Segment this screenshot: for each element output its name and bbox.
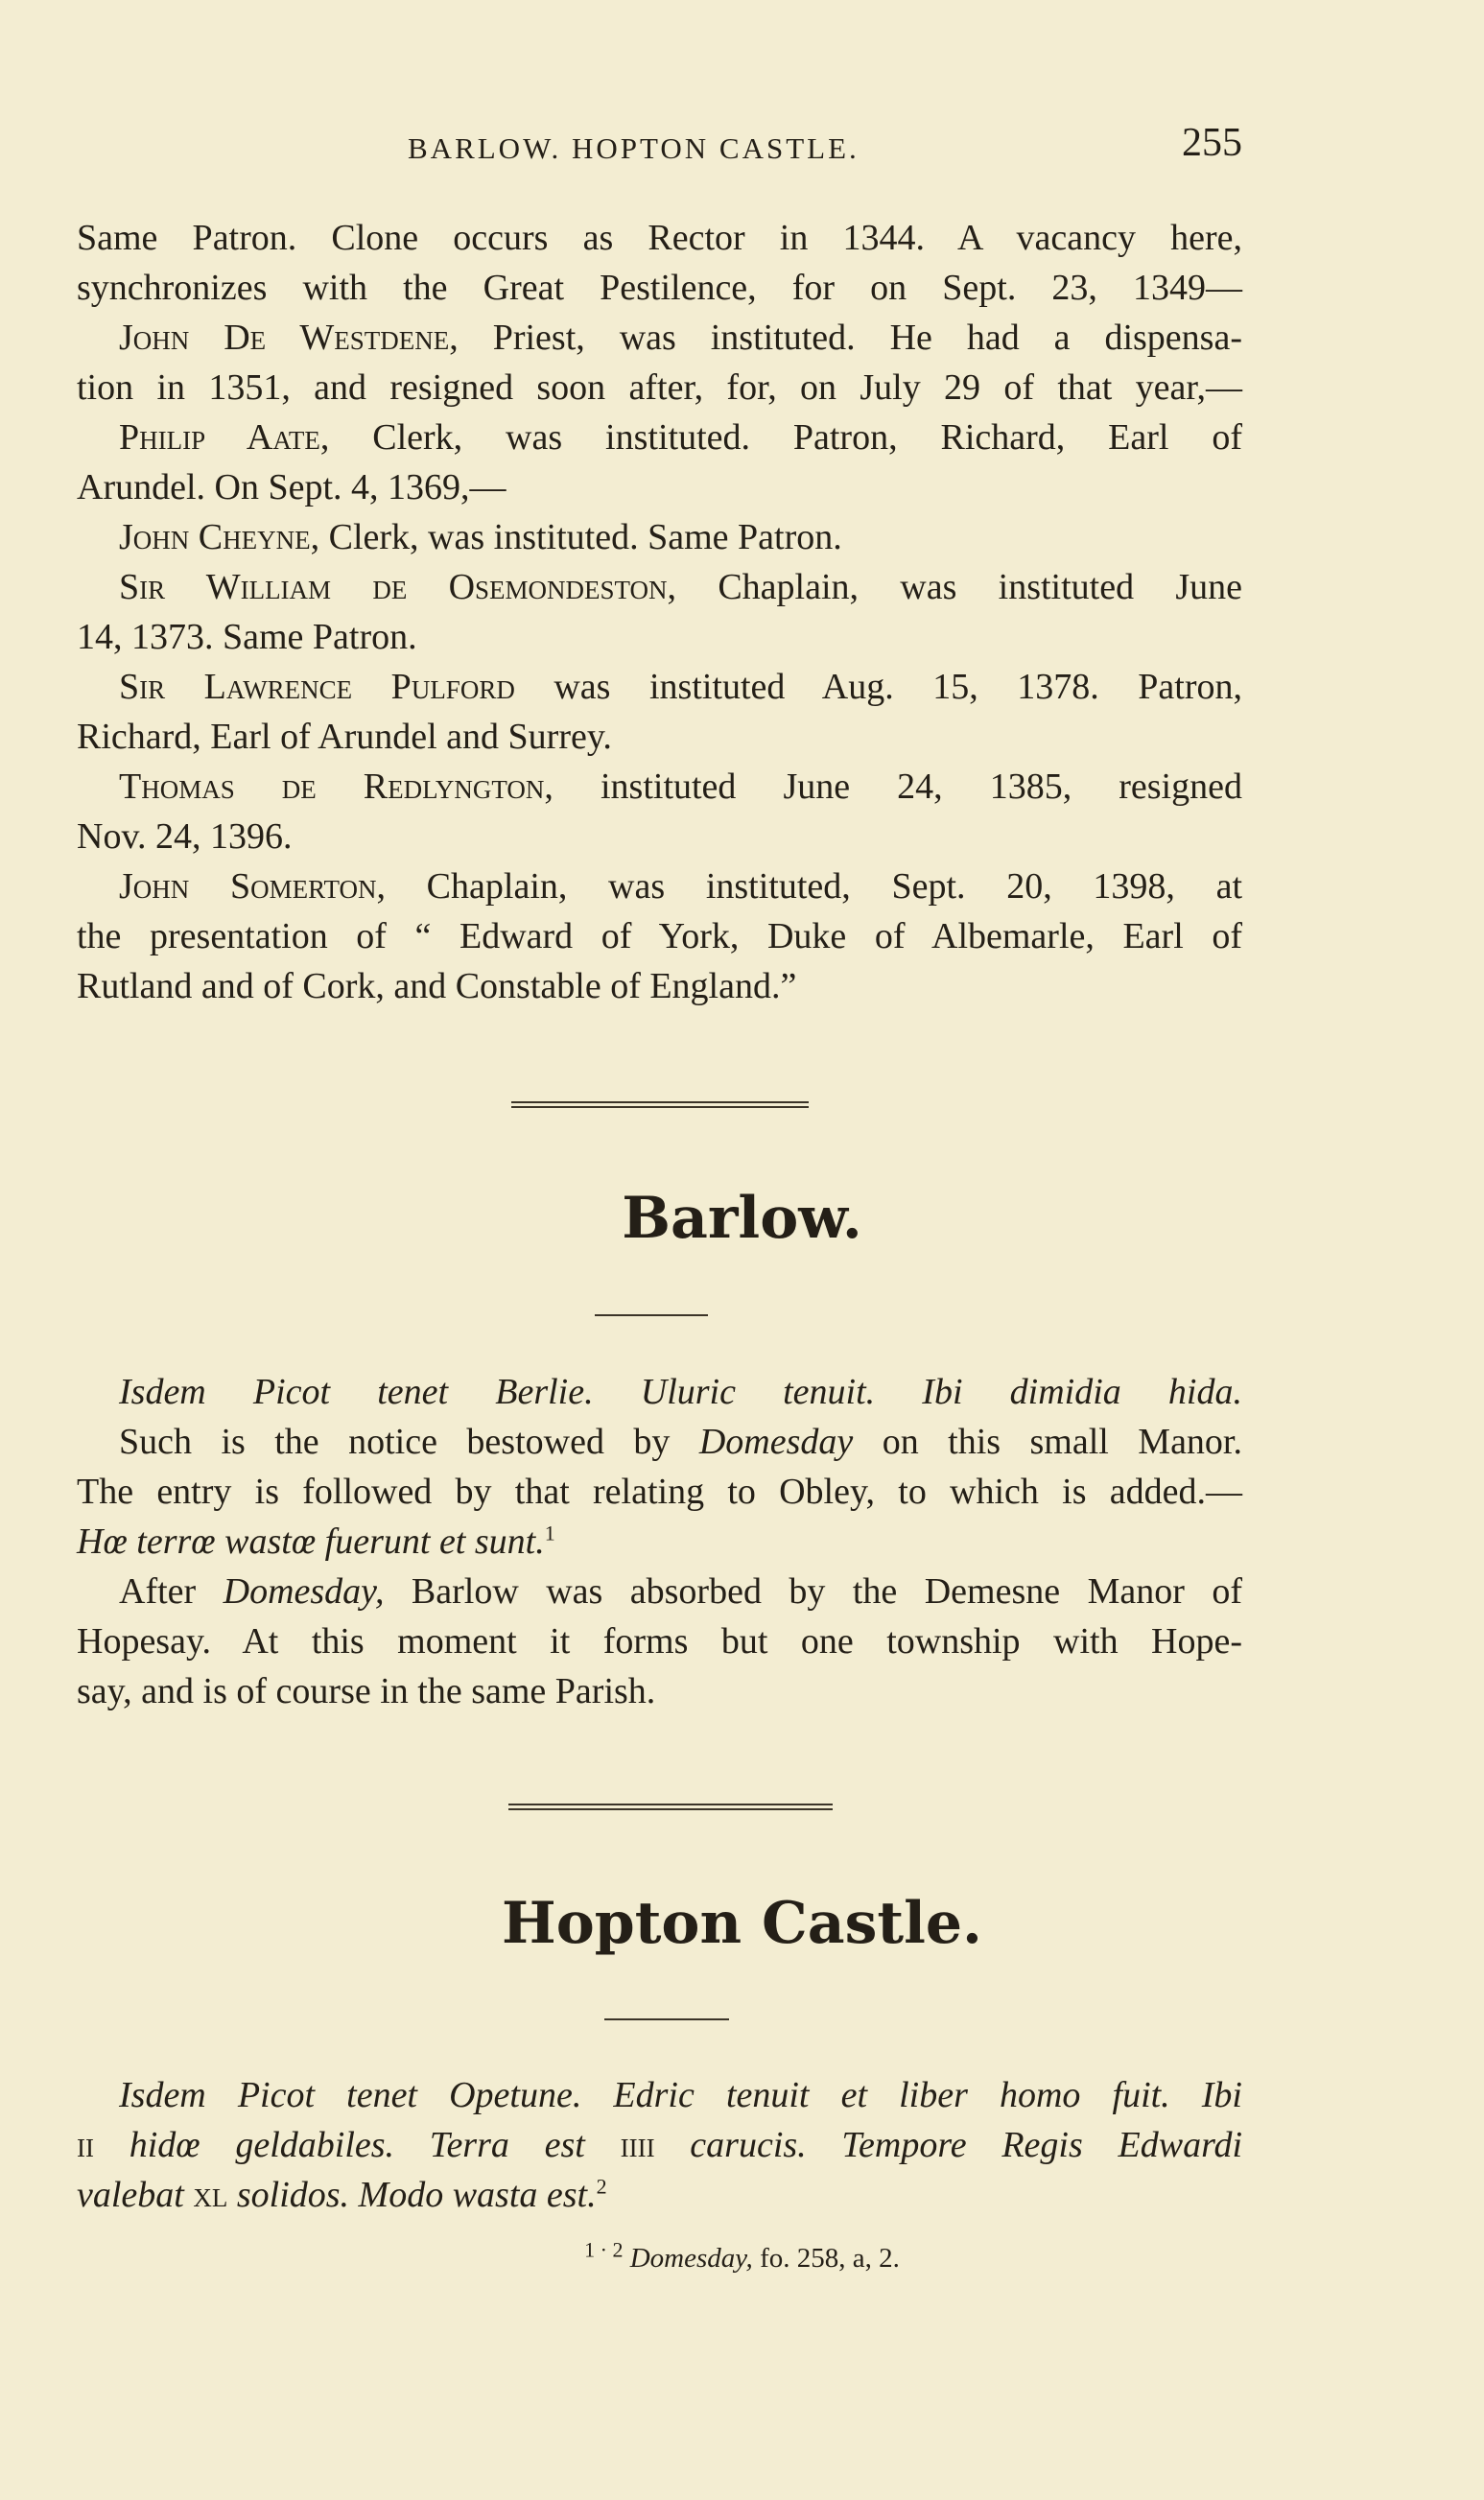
page-number: 255 — [1182, 121, 1242, 165]
domesday-quote: valebat xl solidos. Modo wasta est.$^2$ — [77, 2174, 607, 2215]
incumbent-name: Philip Aate, — [119, 417, 330, 458]
section-title-barlow: Barlow. — [622, 1185, 862, 1252]
footnote-mark: 2 — [596, 2174, 607, 2199]
incumbent-name: Sir William de Osemondeston, — [119, 567, 677, 607]
incumbent-line: Thomas de Redlyngton, instituted June 24, 1385, resigned — [119, 767, 1242, 807]
intro-line: Arundel. On Sept. 4, 1369,— — [77, 467, 506, 507]
intro-line: the presentation of “ Edward of York, Duke of Albemarle, Earl of — [77, 916, 1242, 956]
intro-line: Same Patron. Clone occurs as Rector in 1344. A vacancy here, — [77, 218, 1242, 258]
footnote-ref: fo. 258, a, 2. — [752, 2243, 900, 2274]
incumbent-name: John Cheyne, — [119, 517, 320, 557]
incumbent-line: John Cheyne, Clerk, was instituted. Same Patron. — [119, 517, 842, 557]
body-line: The entry is followed by that relating to Obley, to which is added.— — [77, 1472, 1242, 1512]
section-divider — [508, 1804, 833, 1810]
intro-line: Nov. 24, 1396. — [77, 816, 293, 857]
incumbent-name: John Somerton, — [119, 866, 386, 907]
incumbent-line: John Somerton, Chaplain, was instituted, Sept. 20, 1398, at — [119, 866, 1242, 907]
body-line: Hopesay. At this moment it forms but one township with Hope- — [77, 1621, 1242, 1662]
barlow-section — [77, 1367, 1242, 1716]
section-divider — [511, 1101, 809, 1108]
running-head: BARLOW. HOPTON CASTLE. — [408, 131, 860, 165]
intro-line: tion in 1351, and resigned soon after, for, on July 29 of that year,— — [77, 367, 1242, 408]
intro-line: 14, 1373. Same Patron. — [77, 617, 417, 657]
incumbent-name: Thomas de Redlyngton, — [119, 767, 554, 807]
footnote-source: Domesday, — [629, 2243, 753, 2274]
domesday-quote: Isdem Picot tenet Opetune. Edric tenuit et liber homo fuit. Ibi — [119, 2075, 1242, 2115]
domesday-quote: Isdem Picot tenet Berlie. Uluric tenuit. Ibi dimidia hida. — [119, 1372, 1242, 1412]
intro-line: Rutland and of Cork, and Constable of England.” — [77, 966, 797, 1006]
body-line: Such is the notice bestowed by Domesday on this small Manor. — [119, 1422, 1242, 1462]
title-underline — [595, 1314, 708, 1316]
footnote-marks: 1 · 2 — [584, 2237, 624, 2262]
body-line: After Domesday, Barlow was absorbed by the Demesne Manor of — [119, 1571, 1242, 1612]
intro-line: Richard, Earl of Arundel and Surrey. — [77, 717, 612, 757]
incumbent-name: John De Westdene, — [119, 318, 459, 358]
domesday-quote: ii hidœ geldabiles. Terra est iiii carucis. Tempore Regis Edwardi — [77, 2125, 1243, 2165]
body-line: say, and is of course in the same Parish. — [77, 1671, 656, 1711]
intro-line: synchronizes with the Great Pestilence, for on Sept. 23, 1349— — [77, 268, 1242, 308]
incumbent-line: John De Westdene, Priest, was instituted. He had a dispensa- — [119, 318, 1242, 358]
title-underline — [604, 2018, 729, 2020]
hopton-section — [77, 2070, 1242, 2220]
incumbent-line: Philip Aate, Clerk, was instituted. Patron, Richard, Earl of — [119, 417, 1242, 458]
incumbent-name: Sir Lawrence Pulford — [119, 667, 515, 707]
domesday-quote: Hœ terrœ wastœ fuerunt et sunt.$^1$ — [77, 1521, 555, 1562]
footnote-mark: 1 — [544, 1521, 555, 1545]
section-title-hopton-castle: Hopton Castle. — [502, 1890, 982, 1957]
intro-section — [77, 213, 1242, 1011]
page-header — [77, 120, 1242, 177]
incumbent-line: Sir Lawrence Pulford was instituted Aug. 15, 1378. Patron, — [119, 667, 1242, 707]
footnote — [0, 2237, 1484, 2275]
incumbent-line: Sir William de Osemondeston, Chaplain, was instituted June — [119, 567, 1242, 607]
